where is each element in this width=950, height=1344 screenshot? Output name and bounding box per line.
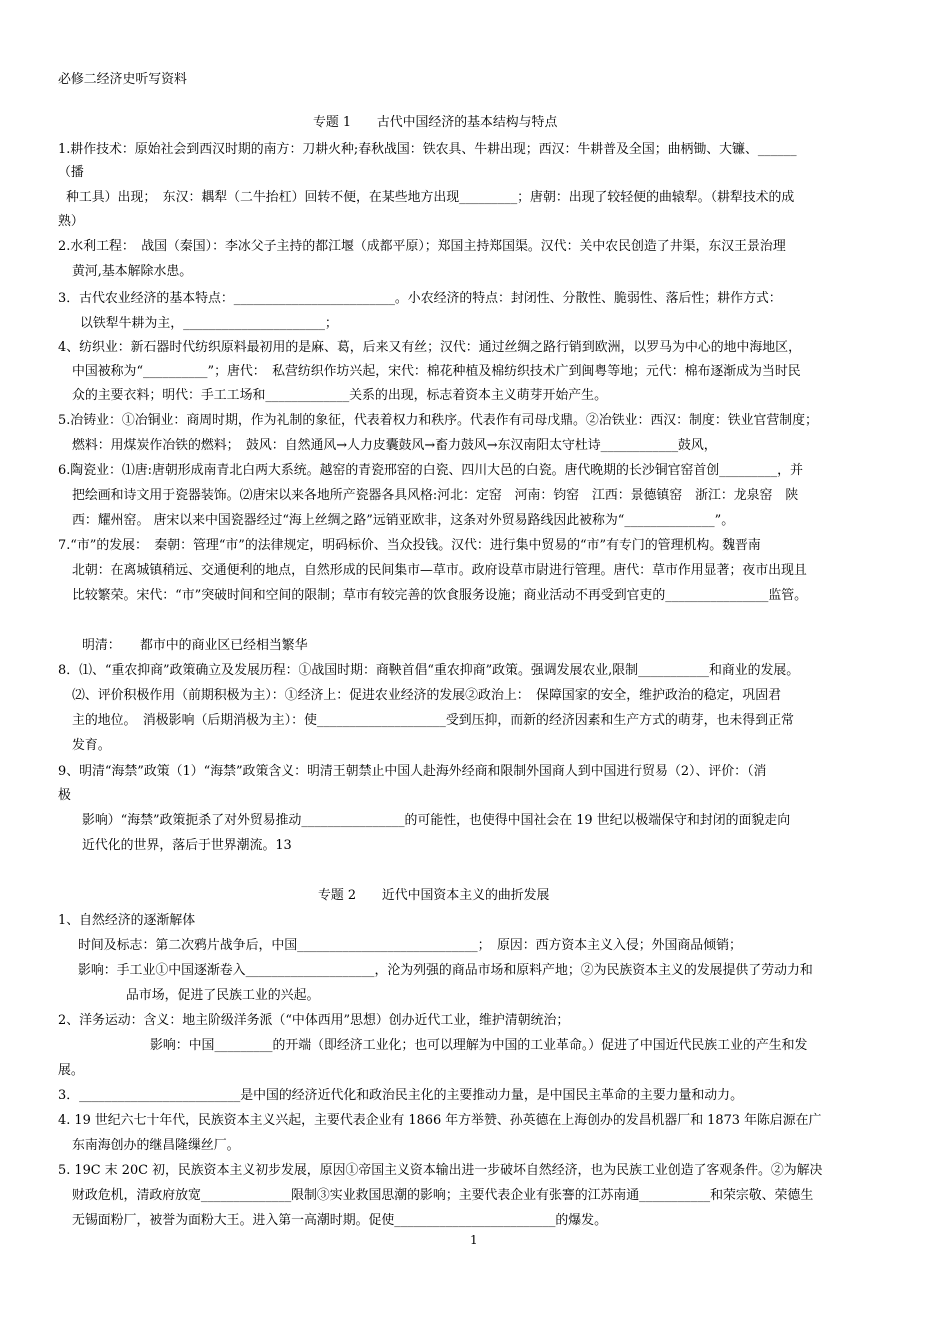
page-number: 1 <box>470 1233 478 1247</box>
text-line: 影响：手工业①中国逐渐卷入____________________，沦为列强的商品市场和原料产地；②为民族资本主义的发展提供了劳动力和 <box>78 963 813 978</box>
text-line: 5.冶铸业：①冶铜业：商周时期，作为礼制的象征，代表着权力和秩序。代表作有司母戊鼎。②冶铁业：西汉：制度：铁业官营制度； <box>58 413 818 428</box>
text-line: 专题 2 近代中国资本主义的曲折发展 <box>318 888 550 903</box>
text-line: 4、纺织业：新石器时代纺织原料最初用的是麻、葛，后来又有丝；汉代：通过丝绸之路行销到欧洲，以罗马为中心的地中海地区， <box>58 340 801 355</box>
text-line: 3．_________________________是中国的经济近代化和政治民主化的主要推动力量，是中国民主革命的主要力量和动力。 <box>58 1088 743 1103</box>
text-line: 财政危机，清政府放宽______________限制③实业救国思潮的影响；主要代表企业有张謇的江苏南通___________和荣宗敬、荣德生 <box>72 1188 814 1203</box>
text-line: 中国被称为“__________”；唐代： 私营纺织作坊兴起，宋代：棉花种植及棉纺织技术广到闽粤等地；元代：棉布逐渐成为当时民 <box>72 364 801 379</box>
text-line: 西：耀州窑。 唐宋以来中国瓷器经过“海上丝绸之路”远销亚欧非，这条对外贸易路线因此被称为“______________”。 <box>72 513 735 528</box>
text-line: 2.水利工程： 战国（秦国）：李冰父子主持的都江堰（成都平原）；郑国主持郑国渠。汉代：关中农民创造了井渠，东汉王景治理 <box>58 239 786 254</box>
text-line: 以铁犁牛耕为主，______________________； <box>80 316 338 331</box>
text-line: （播 <box>58 165 84 180</box>
text-line: 4. 19 世纪六七十年代，民族资本主义兴起，主要代表企业有 1866 年方举赞、孙英德在上海创办的发昌机器厂和 1873 年陈启源在广 <box>58 1113 822 1128</box>
text-line: 明清： 都市中的商业区已经相当繁华 <box>82 638 308 653</box>
text-line: 时间及标志：第二次鸦片战争后，中国____________________________； 原因：西方资本主义入侵；外国商品倾销； <box>78 938 742 953</box>
text-line: 把绘画和诗文用于瓷器装饰。⑵唐宋以来各地所产瓷器各具风格:河北：定窑 河南：钧窑 江西：景德镇窑 浙江：龙泉窑 陕 <box>72 488 799 503</box>
text-line: 熟） <box>58 214 84 229</box>
text-line: 主的地位。 消极影响（后期消极为主）：使____________________受到压抑，而新的经济因素和生产方式的萌芽，也未得到正常 <box>72 713 794 728</box>
text-line: 9、明清“海禁”政策（1）“海禁”政策含义：明清王朝禁止中国人赴海外经商和限制外国商人到中国进行贸易（2）、评价：（消 <box>58 764 767 779</box>
text-line: 1.耕作技术：原始社会到西汉时期的南方：刀耕火种;春秋战国：铁农具、牛耕出现；西汉：牛耕普及全国；曲柄锄、大镰、______ <box>58 142 797 157</box>
text-line: 8．⑴、“重农抑商”政策确立及发展历程：①战国时期：商鞅首倡“重农抑商”政策。强调发展农业,限制___________和商业的发展。 <box>58 663 800 678</box>
text-line: 6.陶瓷业：⑴唐:唐朝形成南青北白两大系统。越窑的青瓷邢窑的白瓷、四川大邑的白瓷。唐代晚期的长沙铜官窑首创_________，并 <box>58 463 803 478</box>
text-line: 种工具）出现； 东汉：耦犁（二牛抬杠）回转不便，在某些地方出现_________；唐朝：出现了较轻便的曲辕犁。（耕犁技术的成 <box>66 190 795 205</box>
text-line: 比较繁荣。宋代：“市”突破时间和空间的限制；草市有较完善的饮食服务设施；商业活动不再受到官吏的________________监管。 <box>72 588 808 603</box>
text-line: 7.“市”的发展： 秦朝：管理“市”的法律规定，明码标价、当众投钱。汉代：进行集中贸易的“市”有专门的管理机构。魏晋南 <box>58 538 761 553</box>
text-line: 影响：中国_________的开端（即经济工业化；也可以理解为中国的工业革命。）促进了中国近代民族工业的产生和发 <box>150 1038 808 1053</box>
text-line: 燃料：用煤炭作冶铁的燃料； 鼓风：自然通风→人力皮囊鼓风→畜力鼓风→东汉南阳太守杜诗____________鼓风， <box>72 438 717 453</box>
text-line: 黄河,基本解除水患。 <box>72 264 193 279</box>
text-line: 北朝：在离城镇稍远、交通便利的地点，自然形成的民间集市—草市。政府设草市尉进行管理。唐代：草市作用显著；夜市出现且 <box>72 563 807 578</box>
document-heading: 必修二经济史听写资料 <box>58 72 187 87</box>
text-line: 极 <box>58 788 71 803</box>
text-line: 展。 <box>58 1063 84 1078</box>
text-line: 5. 19C 末 20C 初，民族资本主义初步发展，原因①帝国主义资本输出进一步破坏自然经济，也为民族工业创造了客观条件。②为解决 <box>58 1163 823 1178</box>
text-line: 2、洋务运动：含义：地主阶级洋务派（“中体西用”思想）创办近代工业，维护清朝统治； <box>58 1013 570 1028</box>
text-line: 专题 1 古代中国经济的基本结构与特点 <box>313 115 558 130</box>
text-line: 众的主要衣料；明代：手工工场和_____________关系的出现，标志着资本主义萌芽开始产生。 <box>72 388 607 403</box>
text-line: 近代化的世界，落后于世界潮流。13 <box>82 838 292 853</box>
text-line: 东南海创办的继昌隆缫丝厂。 <box>72 1138 240 1153</box>
text-line: 发育。 <box>72 738 111 753</box>
text-line: 1、自然经济的逐渐解体 <box>58 913 196 928</box>
text-line: 3．古代农业经济的基本特点：_________________________。小农经济的特点：封闭性、分散性、脆弱性、落后性；耕作方式： <box>58 291 782 306</box>
text-line: 影响）“海禁”政策扼杀了对外贸易推动________________的可能性，也使得中国社会在 19 世纪以极端保守和封闭的面貌走向 <box>82 813 791 828</box>
text-line: ⑵、评价积极作用（前期积极为主）：①经济上：促进农业经济的发展②政治上： 保障国家的安全，维护政治的稳定，巩固君 <box>72 688 781 703</box>
text-line: 品市场，促进了民族工业的兴起。 <box>126 988 320 1003</box>
text-line: 无锡面粉厂，被誉为面粉大王。进入第一高潮时期。促使_________________________的爆发。 <box>72 1213 607 1228</box>
